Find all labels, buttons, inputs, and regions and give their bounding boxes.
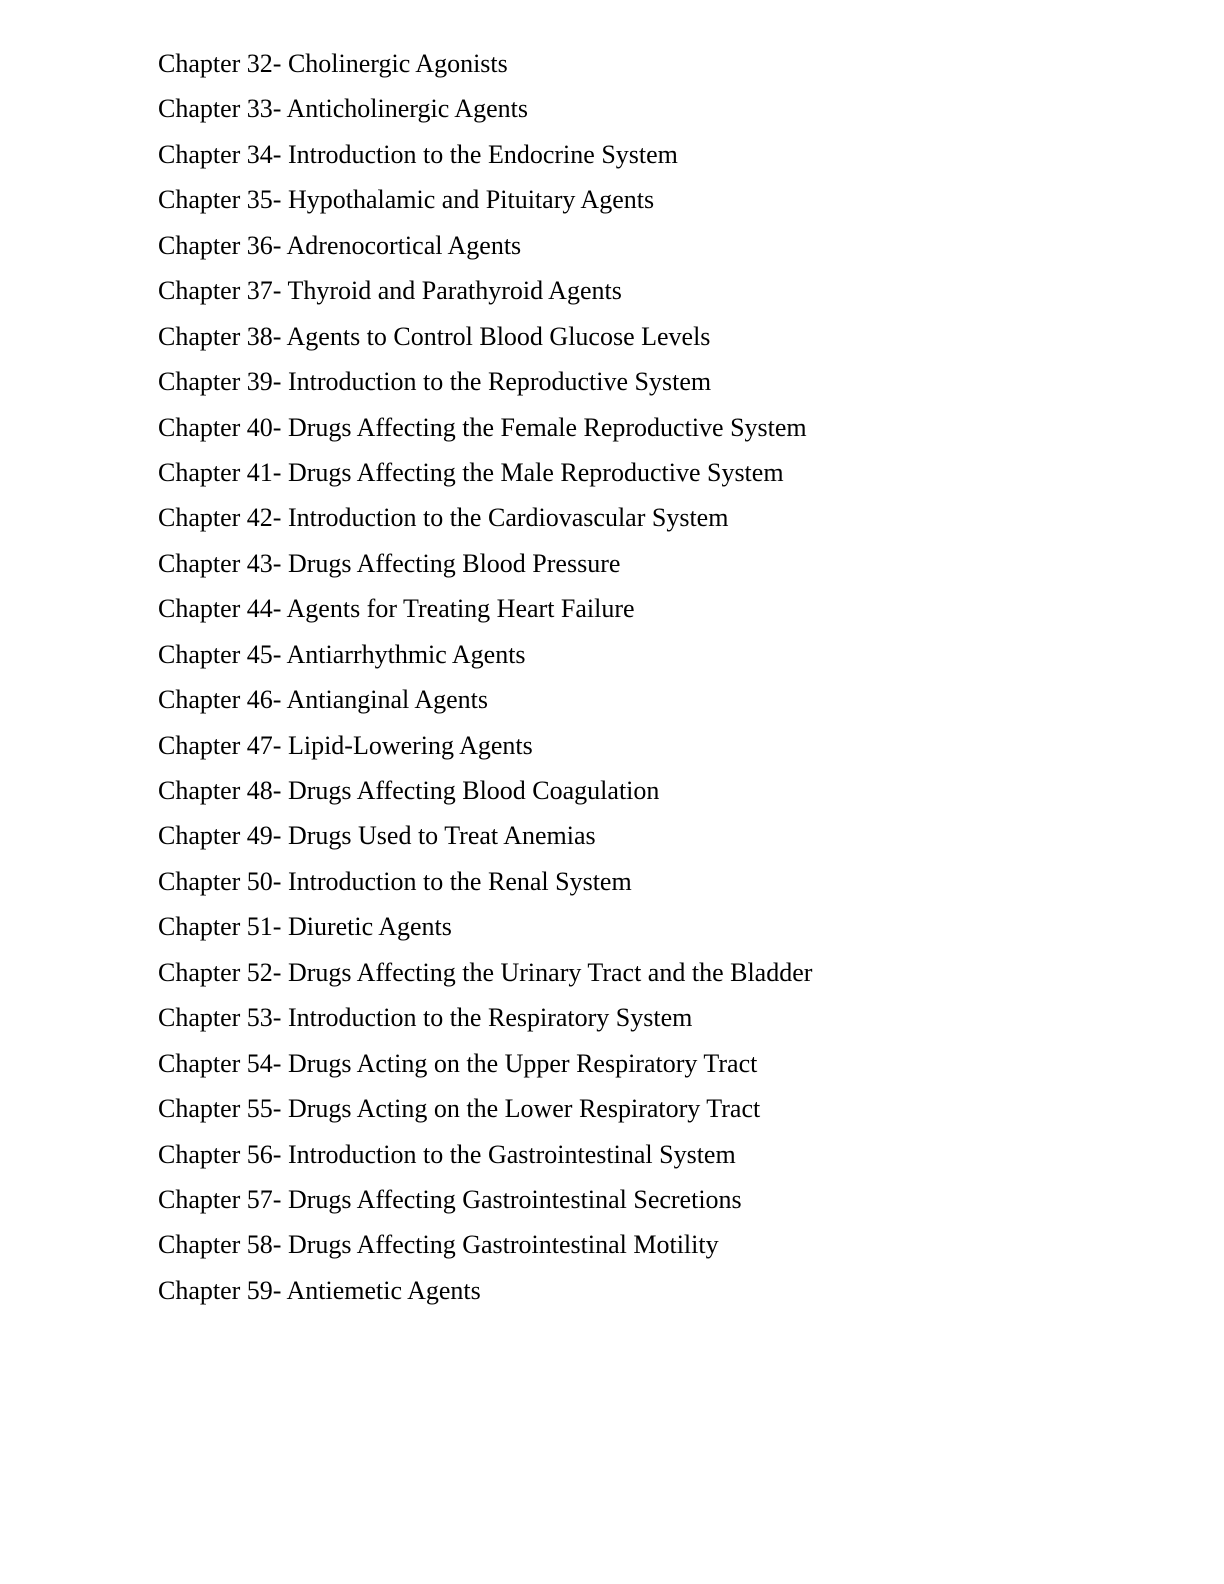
chapter-item: Chapter 49- Drugs Used to Treat Anemias: [158, 821, 596, 851]
chapter-item: Chapter 45- Antiarrhythmic Agents: [158, 639, 526, 669]
chapter-item: Chapter 38- Agents to Control Blood Glucose Levels: [158, 321, 711, 351]
chapter-item: Chapter 56- Introduction to the Gastrointestinal System: [158, 1139, 736, 1169]
chapter-item: Chapter 53- Introduction to the Respiratory System: [158, 1003, 693, 1033]
chapter-item: Chapter 37- Thyroid and Parathyroid Agents: [158, 276, 622, 306]
chapter-item: Chapter 48- Drugs Affecting Blood Coagulation: [158, 776, 660, 805]
chapter-item: Chapter 32- Cholinergic Agonists: [158, 49, 508, 78]
chapter-item: Chapter 52- Drugs Affecting the Urinary Tract and the Bladder: [158, 957, 813, 987]
chapter-item: Chapter 42- Introduction to the Cardiovascular System: [158, 503, 729, 533]
chapter-item: Chapter 35- Hypothalamic and Pituitary Agents: [158, 185, 655, 215]
chapter-item: Chapter 46- Antianginal Agents: [158, 685, 489, 715]
chapter-item: Chapter 55- Drugs Acting on the Lower Respiratory Tract: [158, 1094, 761, 1124]
chapter-item: Chapter 59- Antiemetic Agents: [158, 1275, 481, 1305]
chapter-list: [158, 44, 812, 1316]
chapter-item: Chapter 40- Drugs Affecting the Female Reproductive System: [158, 412, 807, 442]
chapter-item: Chapter 51- Diuretic Agents: [158, 912, 452, 942]
chapter-item: Chapter 54- Drugs Acting on the Upper Respiratory Tract: [158, 1048, 758, 1078]
chapter-item: Chapter 33- Anticholinergic Agents: [158, 94, 528, 124]
chapter-item: Chapter 58- Drugs Affecting Gastrointestinal Motility: [158, 1230, 719, 1260]
chapter-item: Chapter 57- Drugs Affecting Gastrointestinal Secretions: [158, 1184, 742, 1214]
chapter-item: Chapter 44- Agents for Treating Heart Failure: [158, 594, 635, 624]
chapter-item: Chapter 34- Introduction to the Endocrine System: [158, 139, 678, 169]
chapter-item: Chapter 50- Introduction to the Renal System: [158, 866, 632, 896]
chapter-item: Chapter 41- Drugs Affecting the Male Reproductive System: [158, 457, 784, 487]
chapter-item: Chapter 36- Adrenocortical Agents: [158, 230, 522, 260]
chapter-item: Chapter 39- Introduction to the Reproductive System: [158, 367, 712, 397]
chapter-item: Chapter 47- Lipid-Lowering Agents: [158, 730, 533, 760]
chapter-item: Chapter 43- Drugs Affecting Blood Pressure: [158, 548, 621, 578]
